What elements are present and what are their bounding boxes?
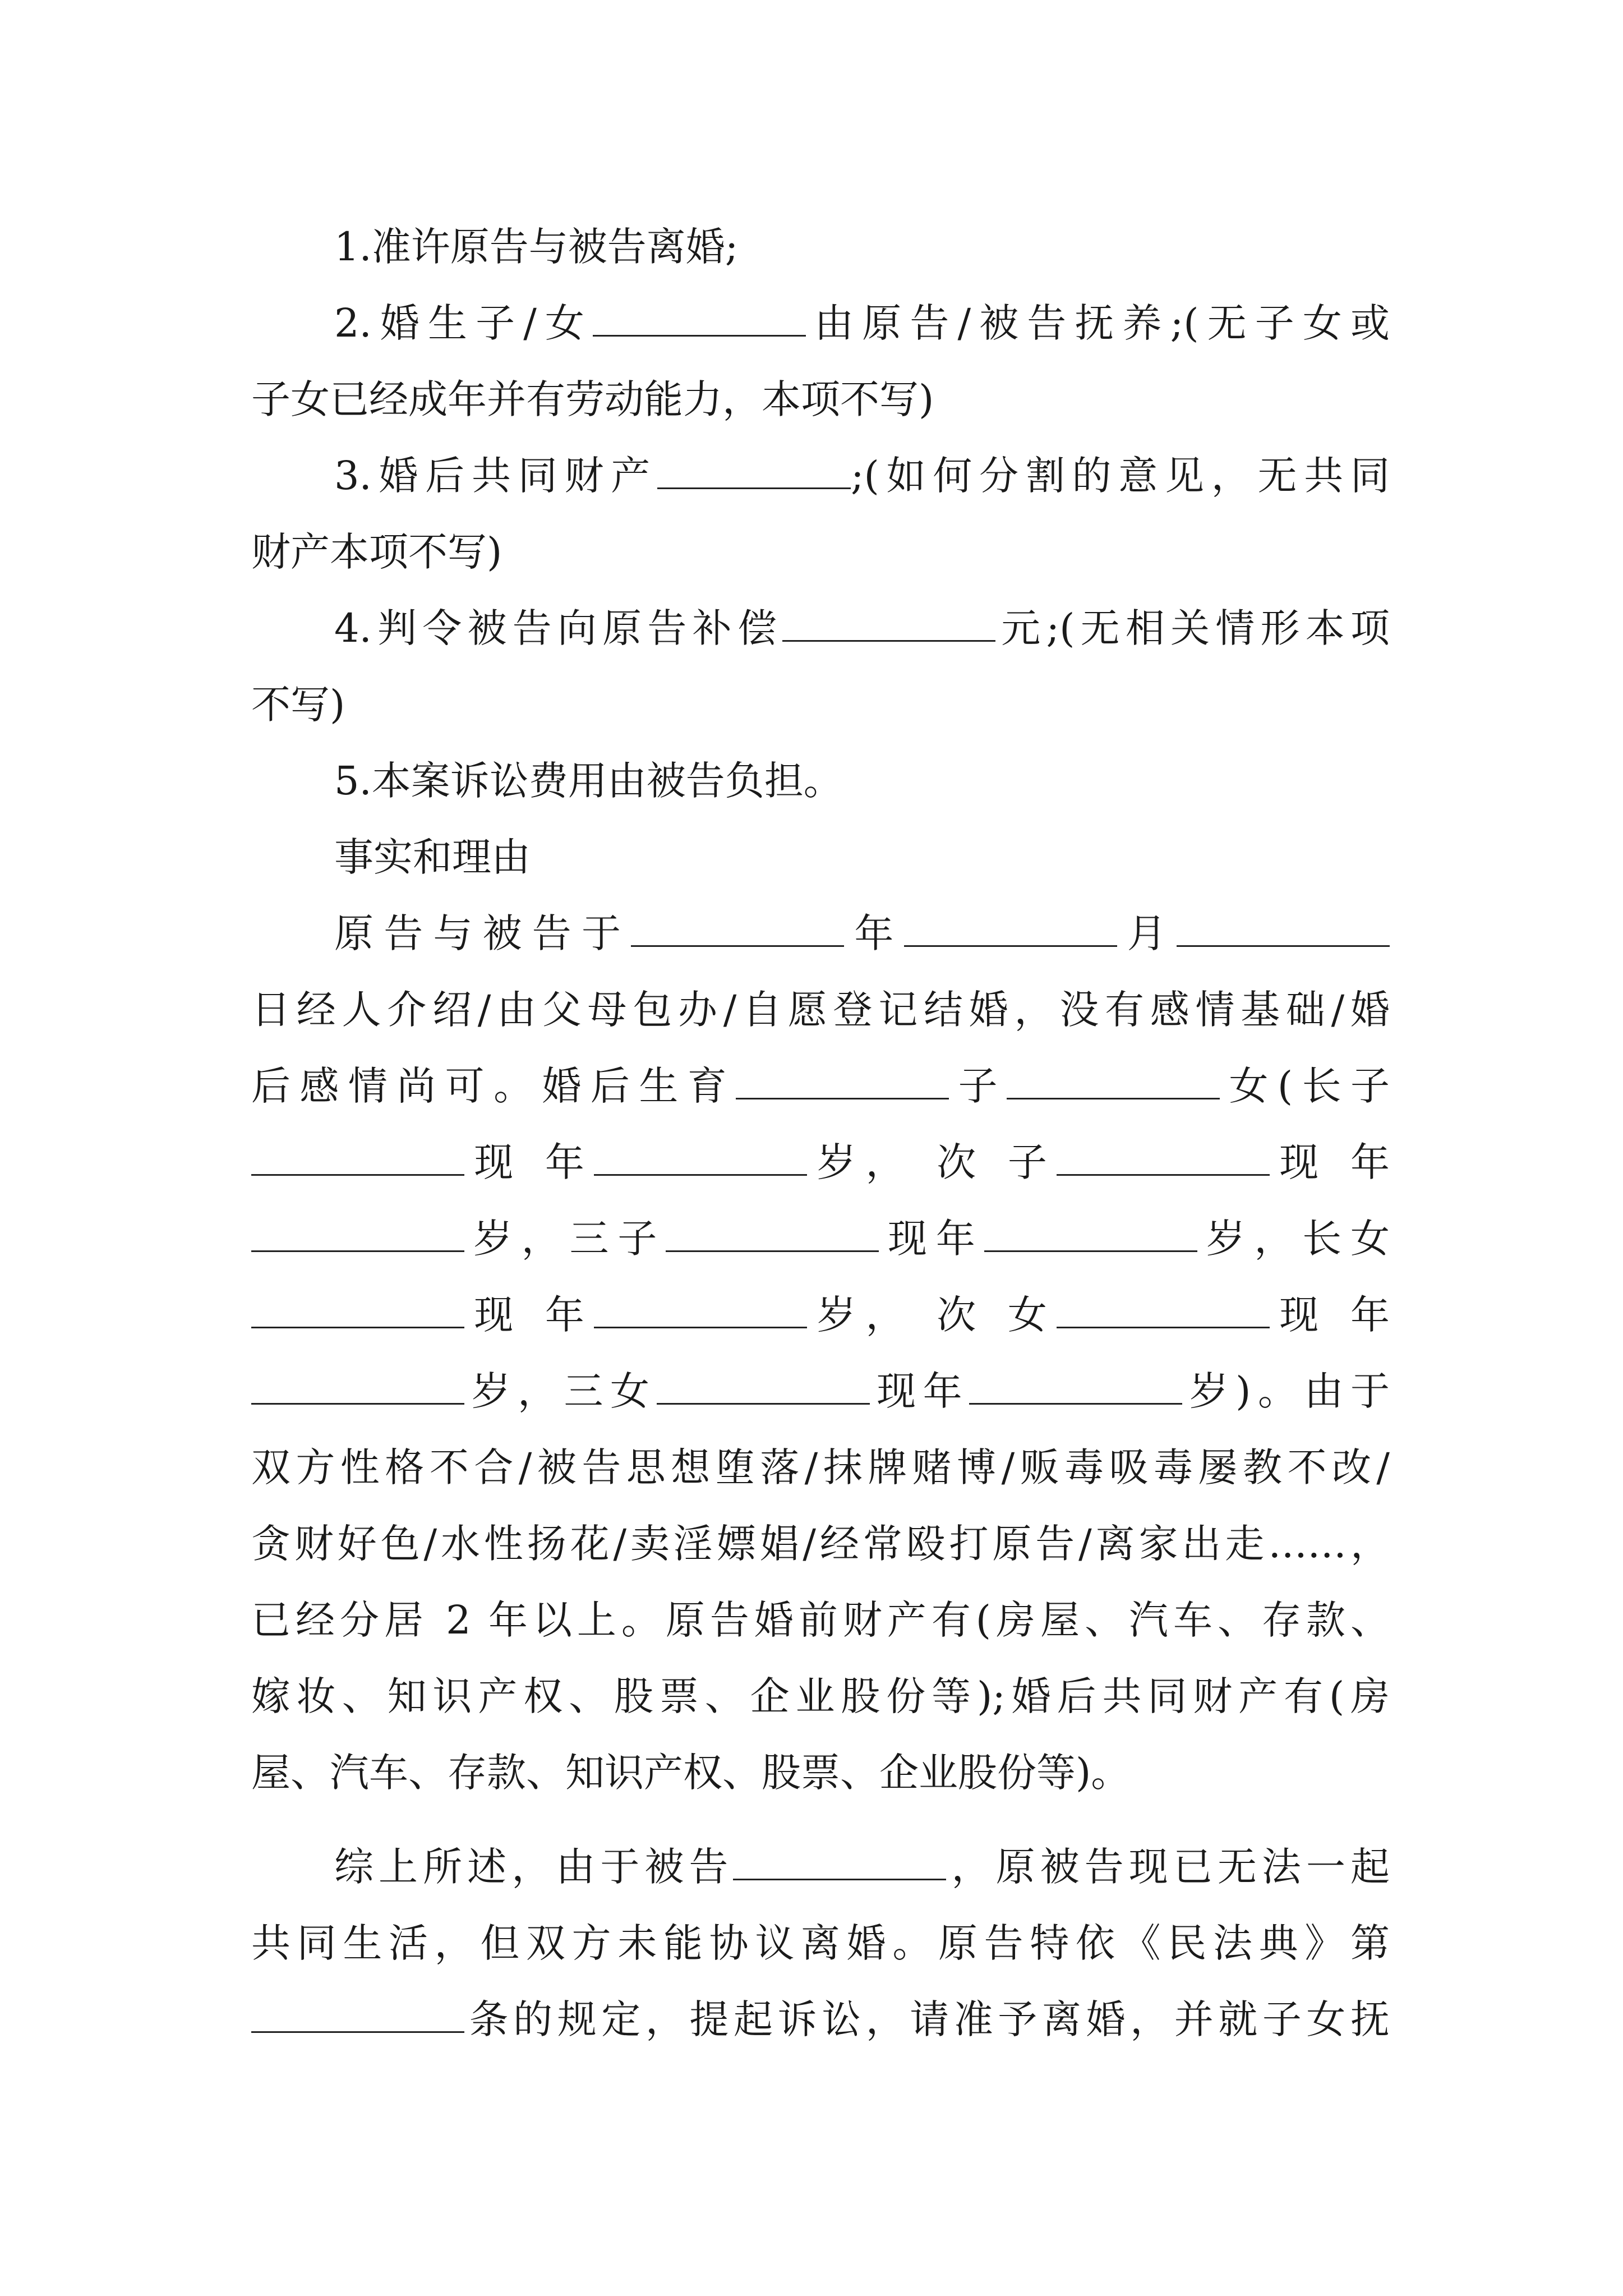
facts-line-3: 后感情尚可。婚后生育 子 女(长子 xyxy=(251,1048,1390,1124)
facts-line-5: 岁，三子 现年 岁，长女 xyxy=(251,1200,1390,1277)
blank-line xyxy=(984,1213,1197,1253)
blank-line xyxy=(1057,1290,1270,1329)
facts-line-7: 岁，三女 现年 岁)。由于 xyxy=(251,1353,1390,1429)
facts-line-1: 原告与被告于 年 月 xyxy=(251,895,1390,972)
blank-line xyxy=(736,1061,949,1100)
conclusion-line-3: 条的规定，提起诉讼，请准予离婚，并就子女抚 xyxy=(251,1981,1390,2058)
claim-item-1: 1.准许原告与被告离婚; xyxy=(334,224,739,270)
facts-line-11: 嫁妆、知识产权、股票、企业股份等);婚后共同财产有(房 xyxy=(251,1673,1390,1719)
section-heading xyxy=(251,819,1390,895)
blank-line xyxy=(969,1366,1182,1405)
claim-item-4-cont: 不写) xyxy=(251,682,345,728)
blank-line xyxy=(631,908,844,947)
blank-line xyxy=(251,1290,464,1329)
claim-item-3-cont: 财产本项不写) xyxy=(251,529,502,575)
facts-paragraph xyxy=(251,895,1390,1811)
facts-line-2: 日经人介绍/由父母包办/自愿登记结婚，没有感情基础/婚 xyxy=(251,987,1390,1033)
facts-line-4: 现 年 岁， 次 子 现 年 xyxy=(251,1124,1390,1200)
claim-item-2-cont: 子女已经成年并有劳动能力，本项不写) xyxy=(251,376,934,422)
facts-line-6: 现 年 岁， 次 女 现 年 xyxy=(251,1277,1390,1353)
blank-line xyxy=(593,298,806,337)
blank-line xyxy=(904,908,1117,947)
claim-item-5: 5.本案诉讼费用由被告负担。 xyxy=(334,758,843,804)
claim-item-4: 4.判令被告向原告补偿 元;(无相关情形本项 xyxy=(251,590,1390,666)
facts-line-9: 贪财好色/水性扬花/卖淫嫖娼/经常殴打原告/离家出走……， xyxy=(251,1521,1390,1567)
facts-heading: 事实和理由 xyxy=(334,834,531,880)
conclusion-paragraph xyxy=(251,1829,1390,2058)
blank-line xyxy=(657,450,851,490)
facts-line-12: 屋、汽车、存款、知识产权、股票、企业股份等)。 xyxy=(251,1750,1131,1796)
blank-line xyxy=(1057,1137,1270,1176)
blank-line xyxy=(251,1994,464,2033)
facts-line-8: 双方性格不合/被告思想堕落/抹牌赌博/贩毒吸毒屡教不改/ xyxy=(251,1444,1390,1490)
claims-list xyxy=(251,209,1390,819)
conclusion-line-1: 综上所述，由于被告 ，原被告现已无法一起 xyxy=(251,1829,1390,1905)
facts-line-10: 已经分居 2 年以上。原告婚前财产有(房屋、汽车、存款、 xyxy=(251,1597,1390,1643)
blank-line xyxy=(251,1137,464,1176)
blank-line xyxy=(733,1842,946,1881)
conclusion-line-2: 共同生活，但双方未能协议离婚。原告特依《民法典》第 xyxy=(251,1920,1390,1966)
blank-line xyxy=(1007,1061,1220,1100)
blank-line xyxy=(594,1137,807,1176)
blank-line xyxy=(251,1366,464,1405)
blank-line xyxy=(251,1213,464,1253)
blank-line xyxy=(1177,908,1390,947)
claim-item-2: 2.婚生子/女 由原告/被告抚养;(无子女或 xyxy=(251,285,1390,361)
blank-line xyxy=(657,1366,870,1405)
blank-line xyxy=(594,1290,807,1329)
claim-item-3: 3.婚后共同财产 ;(如何分割的意见，无共同 xyxy=(251,438,1390,514)
blank-line xyxy=(782,603,995,642)
blank-line xyxy=(666,1213,879,1253)
